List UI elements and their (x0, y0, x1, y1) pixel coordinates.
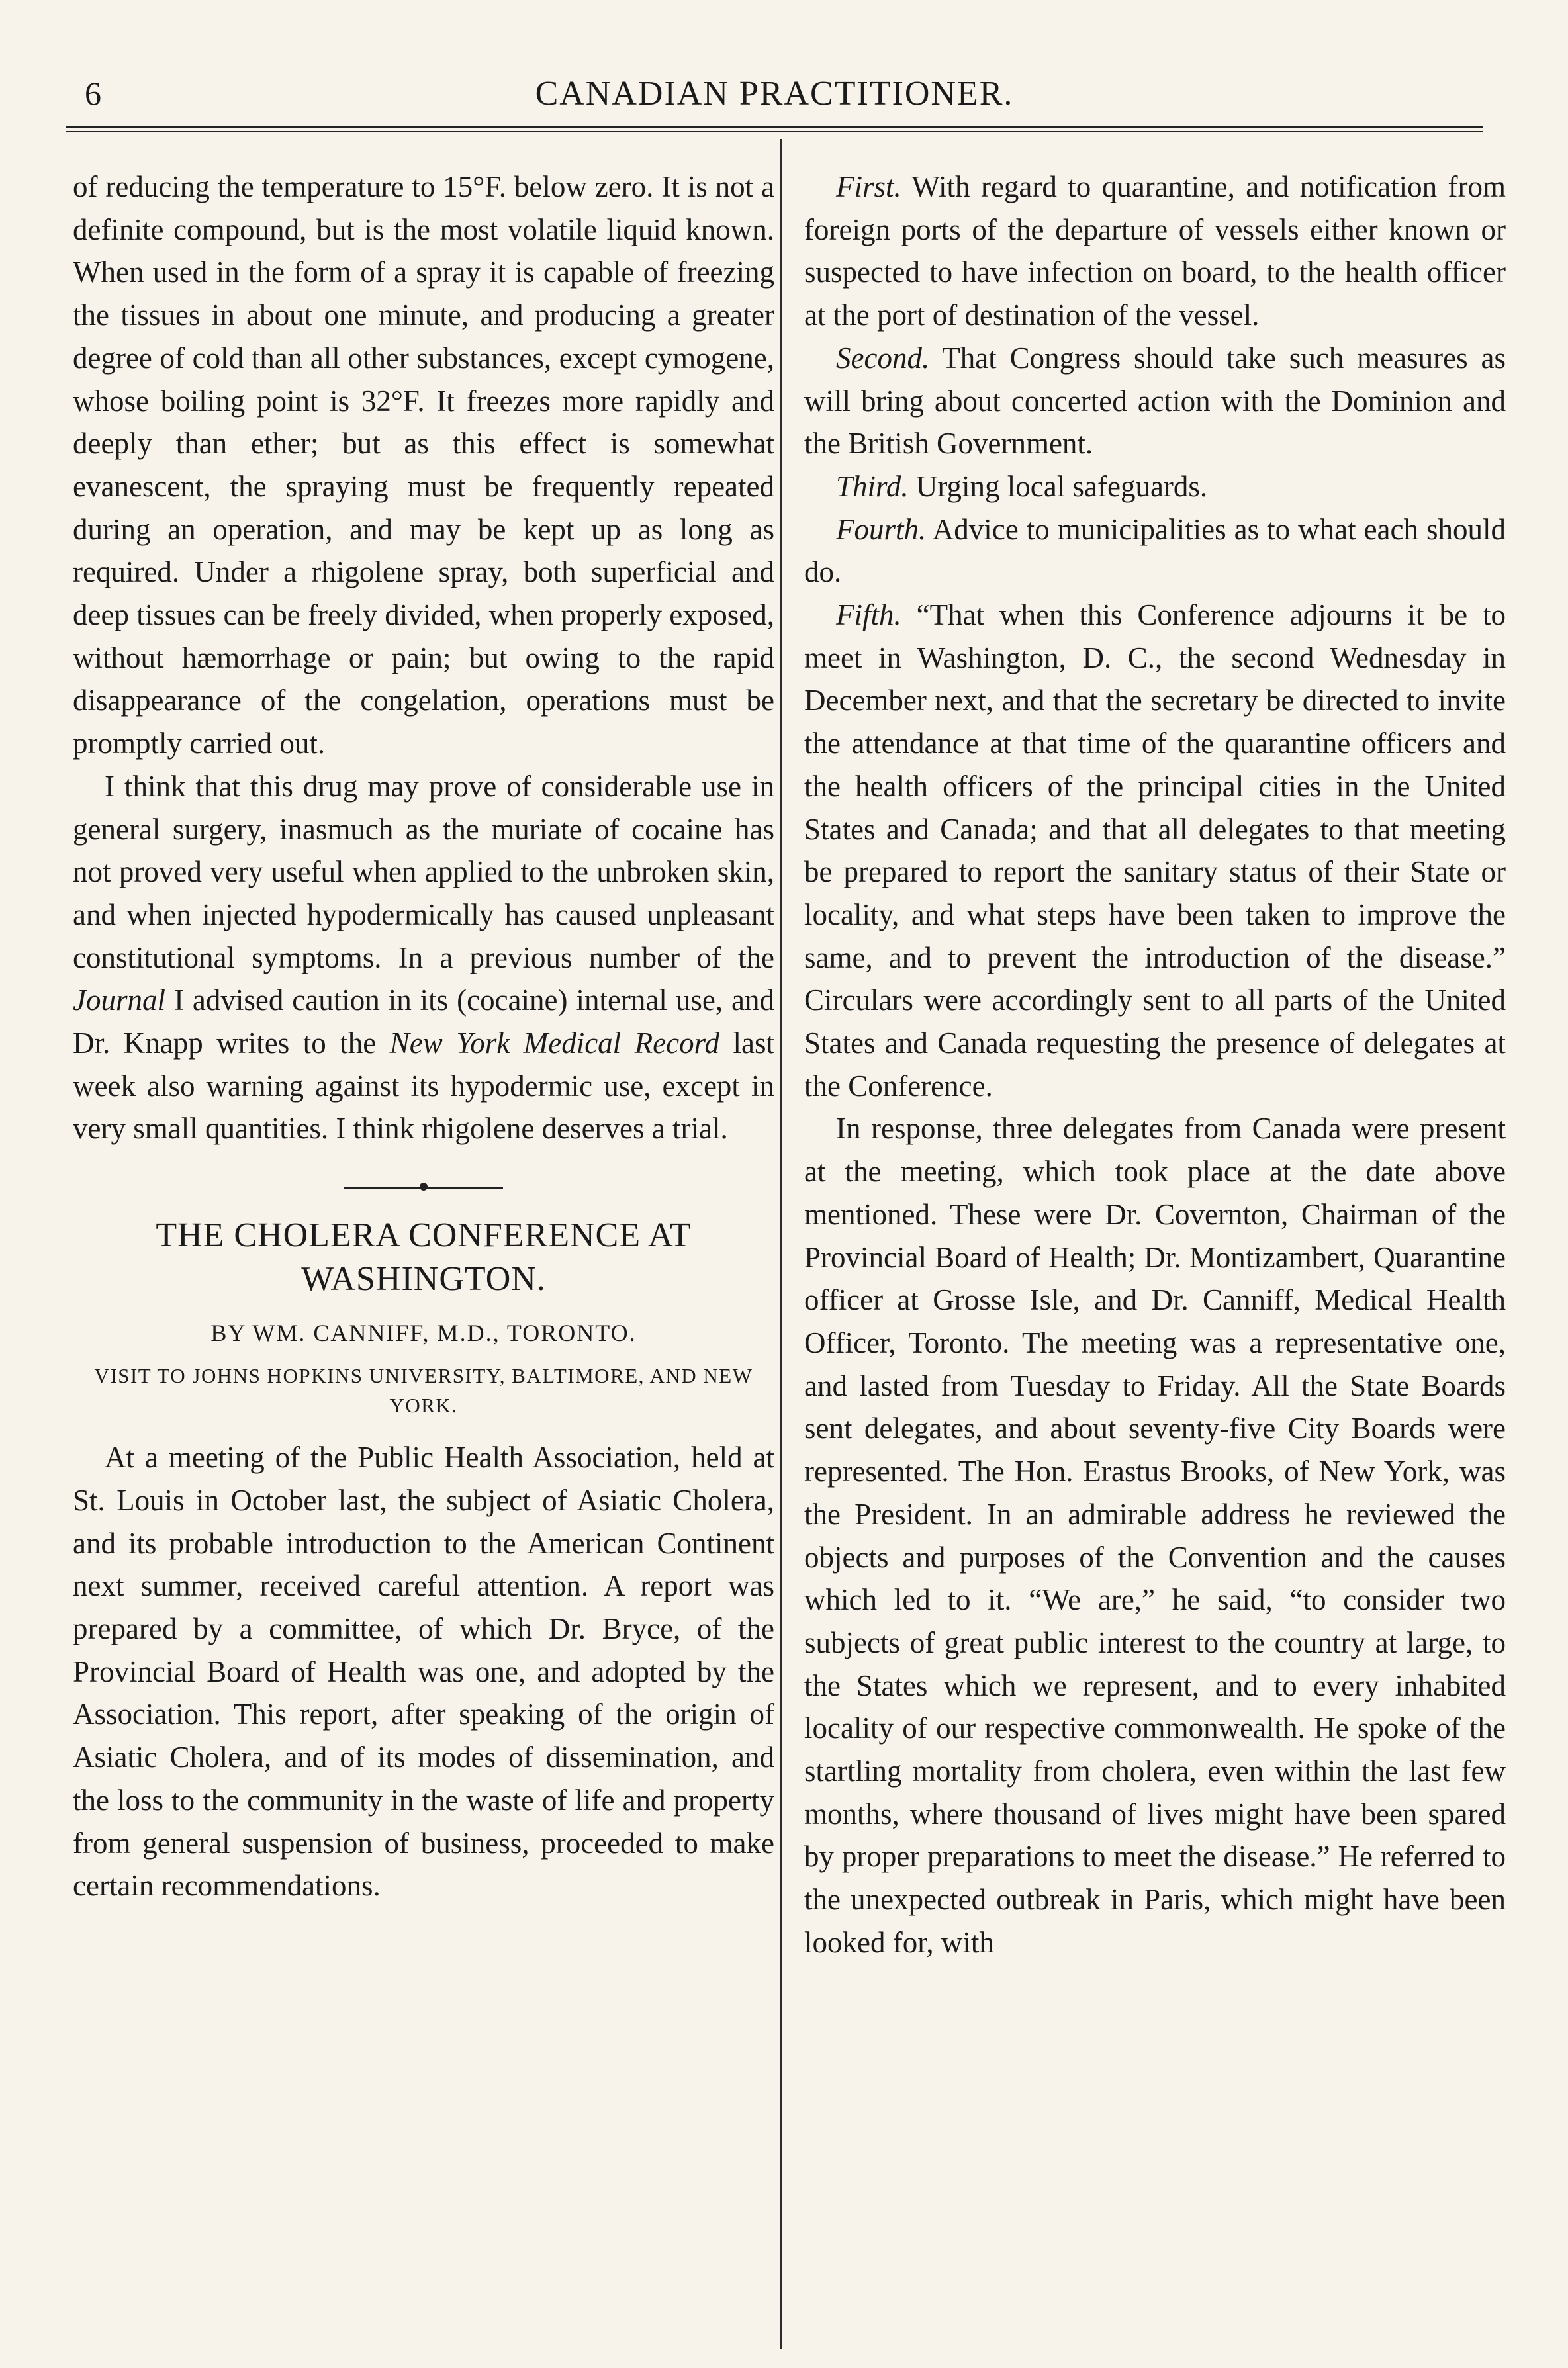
running-title: CANADIAN PRACTITIONER. (535, 75, 1014, 113)
article-title: THE CHOLERA CONFERENCE AT WASHINGTON. (156, 1216, 692, 1298)
paragraph-meeting: At a meeting of the Public Health Association, held at St. Louis in October last, the subject of Asiatic Cholera, and its probable introduction to the American Continent next summer, received careful attention. A report was prepared by a committee, of which Dr. Bryce, of the Provincial Board of Health was one, and adopted by the Association. This report, after speaking of the origin of Asiatic Cholera, and of its modes of dissemination, and the loss to the community in the waste of life and property from general suspension of business, proceeded to make certain recommendations. (73, 1441, 774, 1903)
subheading: VISIT TO JOHNS HOPKINS UNIVERSITY, BALTIMORE, AND NEW YORK. (94, 1364, 753, 1418)
paragraph-cocaine: I think that this drug may prove of considerable use in general surgery, inasmuch as the muriate of cocaine has not proved very useful when applied to the unbroken skin, and when injected hypodermically has caused unpleasant constitutional symptoms. In a previous number of the Journal I advised caution in its (cocaine) internal use, and Dr. Knapp writes to the New York Medical Record last week also warning against its hypodermic use, except in very small quantities. I think rhigolene deserves a trial. (73, 769, 774, 1146)
record-title: New York Medical Record (389, 1026, 719, 1060)
right-column (804, 165, 1506, 1964)
item-third: Third. Urging local safeguards. (836, 469, 1208, 503)
item-second: Second. That Congress should take such measures as will bring about concerted action with the Dominion and the British Government. (804, 341, 1506, 461)
page-header (66, 48, 1483, 120)
left-column (73, 165, 774, 1907)
paragraph-rhigolene: of reducing the temperature to 15°F. below zero. It is not a definite compound, but is the most volatile liquid known. When used in the form of a spray it is capable of freezing the tissues in about one minute, and producing a greater degree of cold than all other substances, except cymogene, whose boiling point is 32°F. It freezes more rapidly and deeply than ether; but as this effect is somewhat evanescent, the spraying must be frequently repeated during an operation, and may be kept up as long as required. Under a rhigolene spray, both superficial and deep tissues can be freely divided, when properly exposed, without hæmorrhage or pain; but owing to the rapid disappearance of the congelation, operations must be promptly carried out. (73, 170, 774, 760)
column-divider (780, 139, 782, 2349)
byline: BY WM. CANNIFF, M.D., TORONTO. (210, 1320, 637, 1347)
item-first: First. With regard to quarantine, and notification from foreign ports of the departure of vessels either known or suspected to have infection on board, to the health officer at the port of destination of the vessel. (804, 170, 1506, 332)
section-separator (73, 1178, 774, 1191)
header-rule (66, 126, 1483, 132)
item-fourth: Fourth. Advice to municipalities as to what each should do. (804, 512, 1506, 589)
page-number: 6 (85, 75, 101, 112)
paragraph-response: In response, three delegates from Canada were present at the meeting, which took place at the date above mentioned. These were Dr. Covernton, Chairman of the Provincial Board of Health; Dr. Montizambert, Quarantine officer at Grosse Isle, and Dr. Canniff, Medical Health Officer, Toronto. The meeting was a representative one, and lasted from Tuesday to Friday. All the State Boards sent delegates, and about seventy-five City Boards were represented. The Hon. Erastus Brooks, of New York, was the President. In an admirable address he reviewed the objects and purposes of the Convention and the causes which led to it. “We are,” he said, “to consider two subjects of great public interest to the country at large, to the States which we represent, and to every inhabited locality of our respective commonwealth. He spoke of the startling mortality from cholera, even within the last few months, where thousand of lives might have been spared by proper preparations to meet the disease.” He referred to the unexpected outbreak in Paris, which might have been looked for, with (804, 1112, 1506, 1959)
item-fifth: Fifth. “That when this Conference adjourns it be to meet in Washington, D. C., the second Wednesday in December next, and that the secretary be directed to invite the attendance at that time of the quarantine officers and the health officers of the principal cities in the United States and Canada; and that all delegates to that meeting be prepared to report the sanitary status of their State or locality, and what steps have been taken to improve the same, and to prevent the introduction of the disease.” Circulars were accordingly sent to all parts of the United States and Canada requesting the presence of delegates at the Conference. (804, 598, 1506, 1103)
journal-title: Journal (73, 983, 165, 1017)
